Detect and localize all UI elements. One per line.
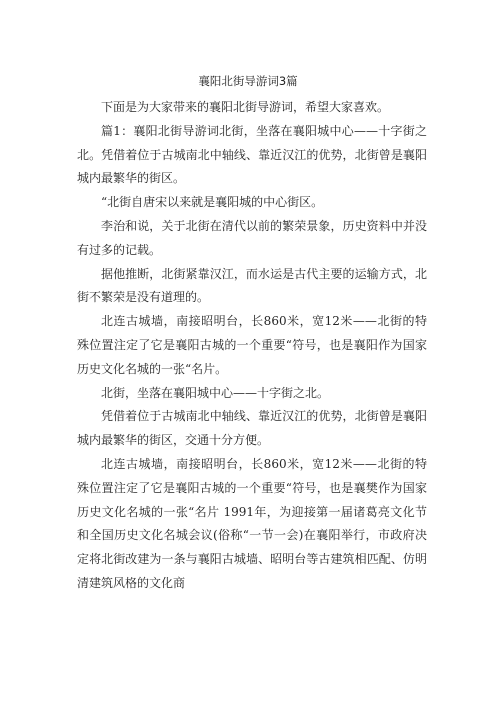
document-title: 襄阳北街导游词3篇 (198, 74, 298, 88)
paragraph: 北街，坐落在襄阳城中心——十字街之北。 (101, 385, 330, 400)
paragraph: 李治和说，关于北街在清代以前的繁荣景象，历史资料中并没有过多的记载。 (77, 218, 427, 257)
paragraph: “北街自唐宋以来就是襄阳城的中心街区。 (101, 195, 324, 210)
paragraph: 北连古城墙，南接昭明台，长860米，宽12米——北街的特殊位置注定了它是襄阳古城的一个重要“符号，也是襄阳作为国家历史文化名城的一张“名片。 (77, 314, 427, 376)
paragraph: 北连古城墙，南接昭明台，长860米，宽12米——北街的特殊位置注定了它是襄阳古城的一个重要“符号，也是襄樊作为国家历史文化名城的一张“名片 1991年，为迎接第一届诸葛亮文化节和全国历史文化名城会议(俗称“一节一会)在襄阳举行，市政府决定将北街改建为一条与襄阳古城墙、昭明台等古建筑相匹配、仿明清建筑风格的文化商 (77, 456, 427, 590)
document-body (77, 96, 427, 596)
paragraph: 据他推断，北街紧靠汉江，而水运是古代主要的运输方式，北街不繁荣是没有道理的。 (77, 266, 427, 305)
paragraph: 篇1：襄阳北街导游词北街，坐落在襄阳城中心——十字街之北。凭借着位于古城南北中轴线、靠近汉江的优势，北街曾是襄阳城内最繁华的街区。 (77, 123, 427, 186)
paragraph: 下面是为大家带来的襄阳北街导游词，希望大家喜欢。 (101, 100, 390, 114)
paragraph: 凭借着位于古城南北中轴线、靠近汉江的优势，北街曾是襄阳城内最繁华的街区，交通十分方便。 (77, 409, 427, 448)
